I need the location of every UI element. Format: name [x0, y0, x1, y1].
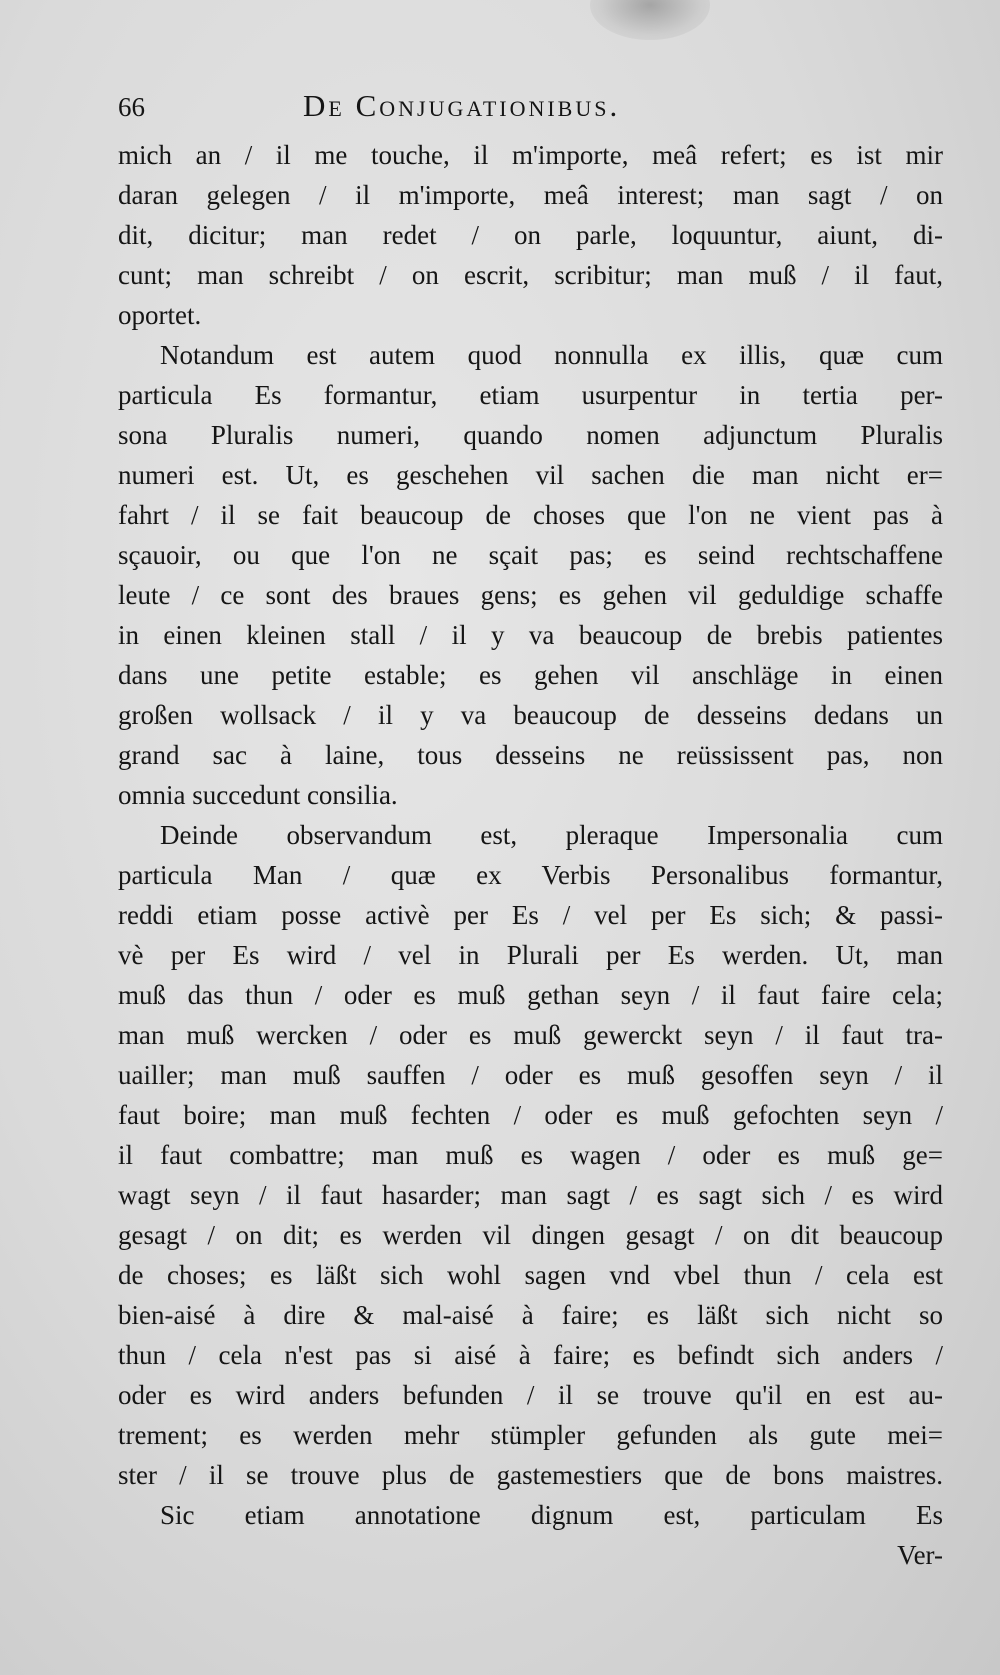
page-header	[118, 88, 918, 128]
text-line: thun / cela n'est pas si aisé à faire; es befindt sich anders /	[118, 1340, 943, 1370]
text-line: sona Pluralis numeri, quando nomen adjunctum Pluralis	[118, 420, 943, 450]
text-line: numeri est. Ut, es geschehen vil sachen die man nicht er=	[118, 460, 943, 490]
text-line: dans une petite estable; es gehen vil anschläge in einen	[118, 660, 943, 690]
text-line: daran gelegen / il m'importe, meâ interest; man sagt / on	[118, 180, 943, 210]
text-line: uailler; man muß sauffen / oder es muß gesoffen seyn / il	[118, 1060, 943, 1090]
body-text	[118, 135, 943, 1575]
text-line: cunt; man schreibt / on escrit, scribitur; man muß / il faut,	[118, 260, 943, 290]
text-line: particula Man / quæ ex Verbis Personalibus formantur,	[118, 860, 943, 890]
page-stain	[590, 0, 710, 40]
text-line: gesagt / on dit; es werden vil dingen gesagt / on dit beaucoup	[118, 1220, 943, 1250]
text-line: fahrt / il se fait beaucoup de choses que l'on ne vient pas à	[118, 500, 943, 530]
text-line: ster / il se trouve plus de gastemestiers que de bons maistres.	[118, 1460, 943, 1490]
text-line: omnia succedunt consilia.	[118, 780, 398, 810]
text-line: vè per Es wird / vel in Plurali per Es werden. Ut, man	[118, 940, 943, 970]
text-line: wagt seyn / il faut hasarder; man sagt / es sagt sich / es wird	[118, 1180, 943, 1210]
running-title: De Conjugationibus.	[303, 88, 621, 123]
catchword: Ver-	[897, 1540, 943, 1570]
text-line: dit, dicitur; man redet / on parle, loquuntur, aiunt, di-	[118, 220, 943, 250]
text-line: trement; es werden mehr stümpler gefunden als gute mei=	[118, 1420, 943, 1450]
text-line: man muß wercken / oder es muß gewerckt seyn / il faut tra-	[118, 1020, 943, 1050]
text-line: bien-aisé à dire & mal-aisé à faire; es läßt sich nicht so	[118, 1300, 943, 1330]
text-line: oder es wird anders befunden / il se trouve qu'il en est au-	[118, 1380, 943, 1410]
text-line: Deinde observandum est, pleraque Impersonalia cum	[160, 820, 943, 850]
text-line: Sic etiam annotatione dignum est, particulam Es	[160, 1500, 943, 1530]
text-line: Notandum est autem quod nonnulla ex illis, quæ cum	[160, 340, 943, 370]
text-line: reddi etiam posse activè per Es / vel per Es sich; & passi-	[118, 900, 943, 930]
text-line: faut boire; man muß fechten / oder es muß gefochten seyn /	[118, 1100, 943, 1130]
text-line: grand sac à laine, tous desseins ne reüssissent pas, non	[118, 740, 943, 770]
text-line: großen wollsack / il y va beaucoup de desseins dedans un	[118, 700, 943, 730]
text-line: leute / ce sont des braues gens; es gehen vil geduldige schaffe	[118, 580, 943, 610]
text-line: in einen kleinen stall / il y va beaucoup de brebis patientes	[118, 620, 943, 650]
text-line: sçauoir, ou que l'on ne sçait pas; es seind rechtschaffene	[118, 540, 943, 570]
text-line: oportet.	[118, 300, 202, 330]
text-line: il faut combattre; man muß es wagen / oder es muß ge=	[118, 1140, 943, 1170]
text-line: muß das thun / oder es muß gethan seyn / il faut faire cela;	[118, 980, 943, 1010]
text-line: mich an / il me touche, il m'importe, meâ refert; es ist mir	[118, 140, 943, 170]
text-line: de choses; es läßt sich wohl sagen vnd vbel thun / cela est	[118, 1260, 943, 1290]
page-number: 66	[118, 92, 145, 122]
text-line: particula Es formantur, etiam usurpentur in tertia per-	[118, 380, 943, 410]
